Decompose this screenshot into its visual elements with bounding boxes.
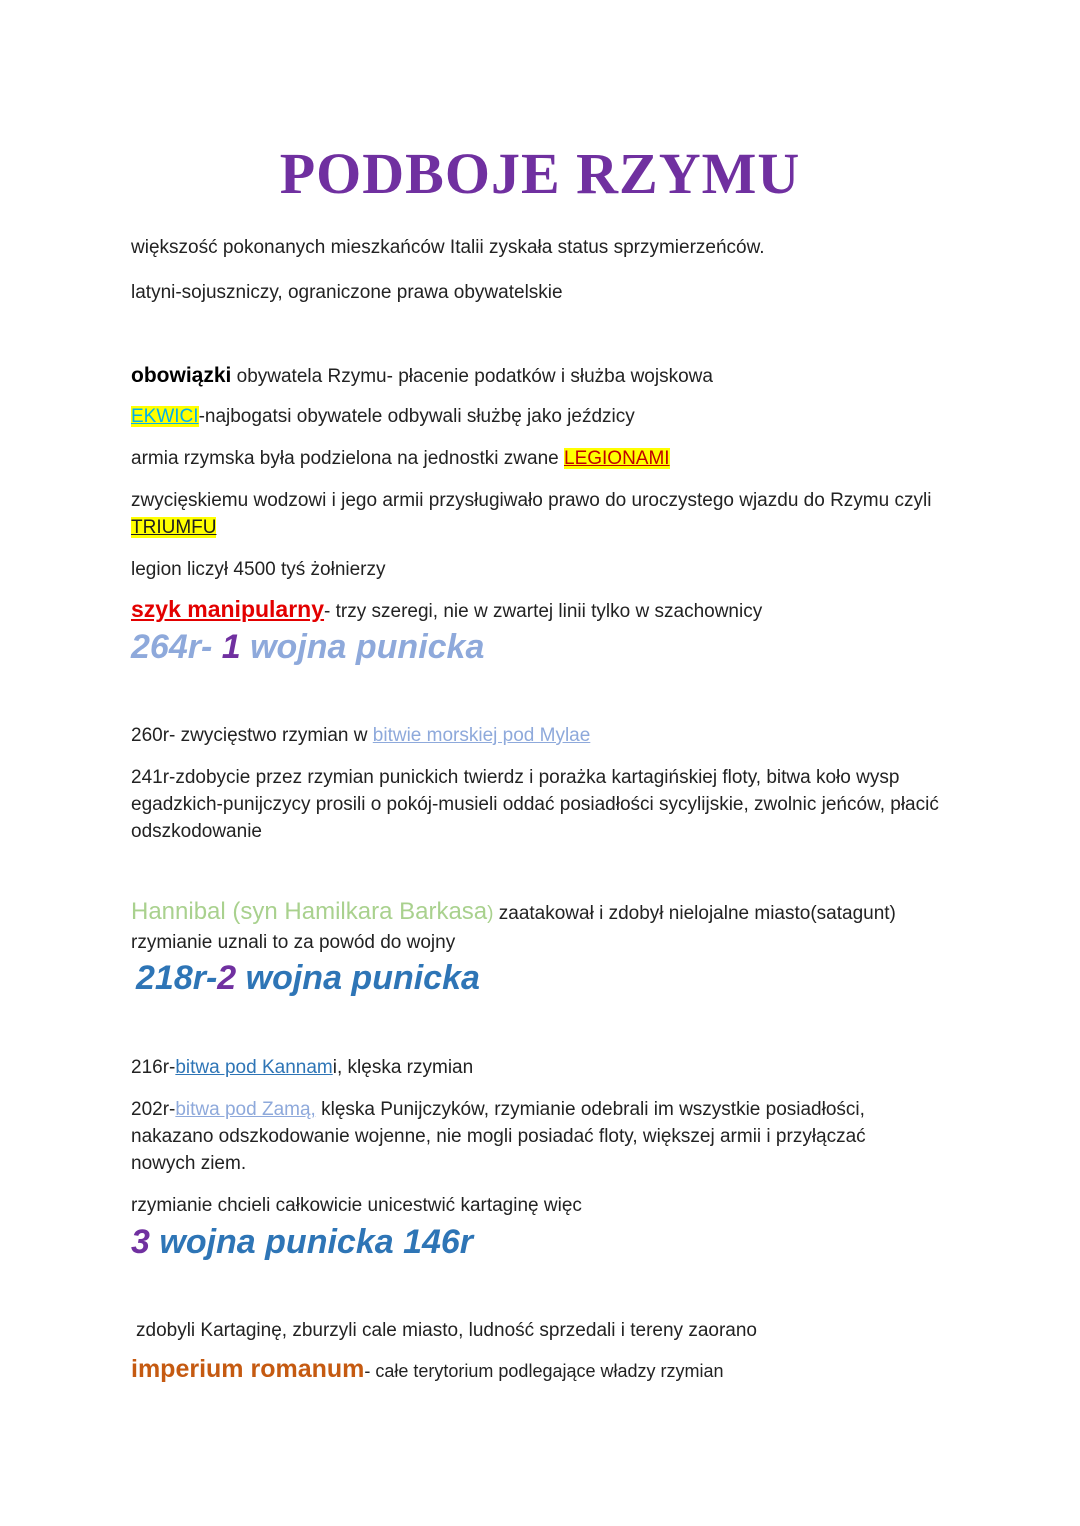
page-title: PODBOJE RZYMU xyxy=(279,141,801,206)
paragraph-hannibal xyxy=(131,898,896,927)
manipular-term: szyk manipularny xyxy=(131,596,325,622)
war3-number: 3 xyxy=(131,1223,150,1261)
zama-post: klęska Punijczyków, rzymianie odebrali im wszystkie posiadłości, nakazano odszkodowanie wojenne, nie mogli posiadać floty, większej armii i przyłączać nowych ziem. xyxy=(131,1099,866,1174)
war1-number: 1 xyxy=(221,628,241,666)
war2-name: wojna punicka xyxy=(236,959,480,997)
war3-name: wojna punicka 146r xyxy=(149,1223,474,1261)
zama-pre: 202r- xyxy=(131,1099,176,1120)
hannibal-text: zaatakował i zdobył nielojalne miasto(satagunt) xyxy=(493,903,896,924)
heading-second-punic-war xyxy=(136,958,480,998)
duties-text: obywatela Rzymu- płacenie podatków i służba wojskowa xyxy=(231,366,713,387)
paragraph-carthage-fall: zdobyli Kartaginę, zburzyli cale miasto, ludność sprzedali i tereny zaorano xyxy=(136,1320,757,1341)
mylae-link[interactable]: bitwie morskiej pod Mylae xyxy=(372,725,591,746)
paragraph-241: 241r-zdobycie przez rzymian punickich twierdz i porażka kartagińskiej floty, bitwa koło wysp egadzkich-punijczycy prosili o pokój-musieli oddać posiadłości sycylijskie, zwolnic jeńców, płacić odszkodowanie xyxy=(131,767,939,842)
war2-year: 218r- xyxy=(136,959,218,997)
paragraph-triumph xyxy=(131,487,941,541)
paragraph-latins: latyni-sojuszniczy, ograniczone prawa obywatelskie xyxy=(131,282,563,303)
paragraph-ekwici xyxy=(131,403,635,430)
duties-term: obowiązki xyxy=(131,364,232,387)
paragraph-duties xyxy=(131,362,713,390)
zama-link[interactable]: bitwa pod Zamą, xyxy=(175,1099,316,1120)
hannibal-paren: ) xyxy=(487,903,494,924)
paragraph-war-cause: rzymianie uznali to za powód do wojny xyxy=(131,932,456,953)
legions-text: armia rzymska była podzielona na jednostki zwane xyxy=(131,448,564,469)
cannae-post: i, klęska rzymian xyxy=(332,1057,474,1078)
paragraph-imperium xyxy=(131,1356,724,1385)
mylae-text: 260r- zwycięstwo rzymian w xyxy=(131,725,373,746)
war1-name: wojna punicka xyxy=(240,628,485,666)
paragraph-cannae xyxy=(131,1054,473,1081)
triumph-text: zwycięskiemu wodzowi i jego armii przysługiwało prawo do uroczystego wjazdu do Rzymu czyli xyxy=(131,490,932,511)
paragraph-legion-size: legion liczył 4500 tyś żołnierzy xyxy=(131,559,386,580)
imperium-term: imperium romanum xyxy=(131,1355,365,1383)
hannibal-name: Hannibal (syn Hamilkara Barkasa xyxy=(131,898,488,925)
paragraph-destroy: rzymianie chcieli całkowicie unicestwić kartaginę więc xyxy=(131,1195,582,1216)
heading-first-punic-war xyxy=(131,627,484,667)
paragraph-allies: większość pokonanych mieszkańców Italii zyskała status sprzymierzeńców. xyxy=(131,237,765,258)
ekwici-text: -najbogatsi obywatele odbywali służbę jako jeździcy xyxy=(198,406,635,427)
triumph-term: TRIUMFU xyxy=(131,517,217,538)
war1-year: 264r- xyxy=(131,628,222,666)
cannae-pre: 216r- xyxy=(131,1057,176,1078)
paragraph-legions xyxy=(131,445,670,472)
legions-term: LEGIONAMI xyxy=(564,448,670,469)
imperium-text: - całe terytorium podlegające władzy rzymian xyxy=(364,1361,724,1381)
paragraph-manipular xyxy=(131,596,762,625)
paragraph-zama xyxy=(131,1096,931,1177)
heading-third-punic-war xyxy=(131,1222,473,1262)
manipular-text: - trzy szeregi, nie w zwartej linii tylko w szachownicy xyxy=(324,601,763,622)
paragraph-mylae xyxy=(131,722,590,749)
war2-number: 2 xyxy=(217,959,237,997)
ekwici-term: EKWICI xyxy=(131,406,199,427)
cannae-link[interactable]: bitwa pod Kannam xyxy=(175,1057,333,1078)
